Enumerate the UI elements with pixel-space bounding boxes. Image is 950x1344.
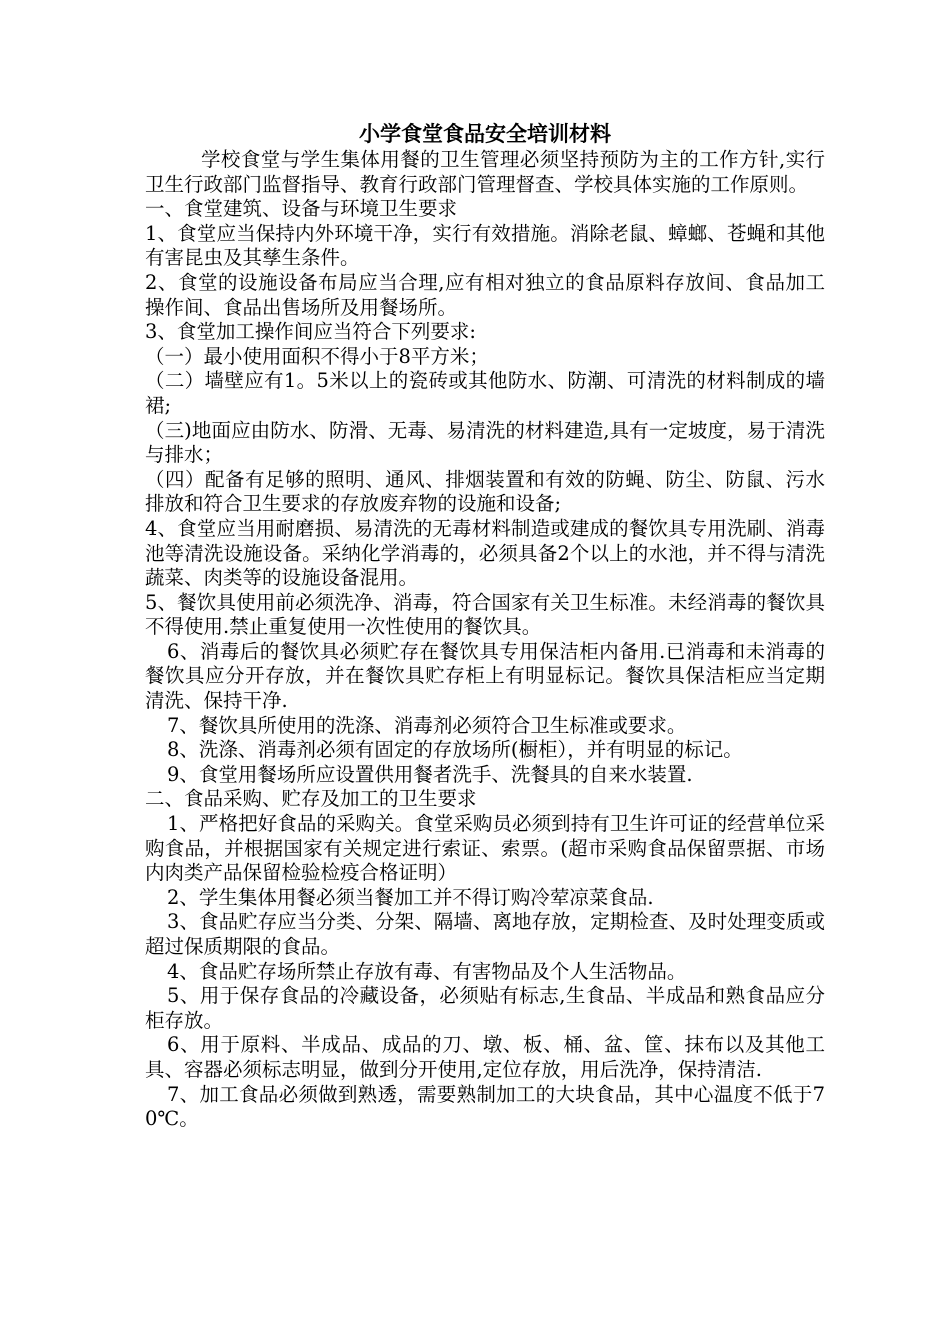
paragraph-1-7: 7、餐饮具所使用的洗涤、消毒剂必须符合卫生标准或要求。 [167,713,687,737]
paragraph-1-1: 1、食堂应当保持内外环境干净，实行有效措施。消除老鼠、蟑螂、苍蝇和其他有害昆虫及其孳生条件。 [145,221,825,270]
paragraph-1-9: 9、食堂用餐场所应设置供用餐者洗手、洗餐具的自来水装置. [167,762,693,786]
paragraph-1-8: 8、洗涤、消毒剂必须有固定的存放场所(橱柜），并有明显的标记。 [167,738,743,762]
sub-item-2: （二）墙壁应有1。5米以上的瓷砖或其他防水、防潮、可清洗的材料制成的墙裙; [145,369,825,417]
document-title: 小学食堂食品安全培训材料 [359,121,611,146]
section-heading-1: 一、食堂建筑、设备与环境卫生要求 [145,197,458,221]
sub-item-1: （一）最小使用面积不得小于8平方米； [145,344,489,368]
paragraph-2-4: 4、食品贮存场所禁止存放有毒、有害物品及个人生活物品。 [167,959,687,983]
paragraph-2-3: 3、食品贮存应当分类、分架、隔墙、离地存放，定期检查、及时处理变质或超过保质期限的食品。 [145,910,825,958]
sub-item-4: （四）配备有足够的照明、通风、排烟装置和有效的防蝇、防尘、防鼠、污水排放和符合卫生要求的存放废弃物的设施和设备; [145,467,825,516]
paragraph-1-3: 3、食堂加工操作间应当符合下列要求: [145,320,476,344]
paragraph-2-1: 1、严格把好食品的采购关。食堂采购员必须到持有卫生许可证的经营单位采购食品，并根据国家有关规定进行索证、索票。(超市采购食品保留票据、市场内肉类产品保留检验检疫合格证明） [145,812,825,885]
sub-item-3: （三)地面应由防水、防滑、无毒、易清洗的材料建造,具有一定坡度，易于清洗与排水； [145,418,825,467]
paragraph-2-6: 6、用于原料、半成品、成品的刀、墩、板、桶、盆、筐、抹布以及其他工具、容器必须标志明显，做到分开使用,定位存放，用后洗净，保持清洁. [145,1033,825,1081]
paragraph-1-4: 4、食堂应当用耐磨损、易清洗的无毒材料制造或建成的餐饮具专用洗刷、消毒池等清洗设施设备。采纳化学消毒的，必须具备2个以上的水池，并不得与清洗蔬菜、肉类等的设施设备混用。 [145,516,825,590]
paragraph-2-5: 5、用于保存食品的冷藏设备，必须贴有标志,生食品、半成品和熟食品应分柜存放。 [145,984,825,1032]
paragraph-2-7: 7、加工食品必须做到熟透，需要熟制加工的大块食品，其中心温度不低于70℃。 [145,1082,825,1131]
paragraph-1-2: 2、食堂的设施设备布局应当合理,应有相对独立的食品原料存放间、食品加工操作间、食品出售场所及用餐场所。 [145,270,825,319]
document-body [145,148,825,1132]
paragraph-1-5: 5、餐饮具使用前必须洗净、消毒，符合国家有关卫生标准。未经消毒的餐饮具不得使用.禁止重复使用一次性使用的餐饮具。 [145,590,825,639]
section-heading-2: 二、食品采购、贮存及加工的卫生要求 [145,787,477,811]
paragraph-2-2: 2、学生集体用餐必须当餐加工并不得订购冷荤凉菜食品. [167,885,654,909]
intro-paragraph: 学校食堂与学生集体用餐的卫生管理必须坚持预防为主的工作方针,实行卫生行政部门监督指导、教育行政部门管理督查、学校具体实施的工作原则。 [145,148,825,196]
document-page [145,120,825,1132]
paragraph-1-6: 6、消毒后的餐饮具必须贮存在餐饮具专用保洁柜内备用.已消毒和未消毒的餐饮具应分开存放，并在餐饮具贮存柜上有明显标记。餐饮具保洁柜应当定期清洗、保持干净. [145,639,825,713]
